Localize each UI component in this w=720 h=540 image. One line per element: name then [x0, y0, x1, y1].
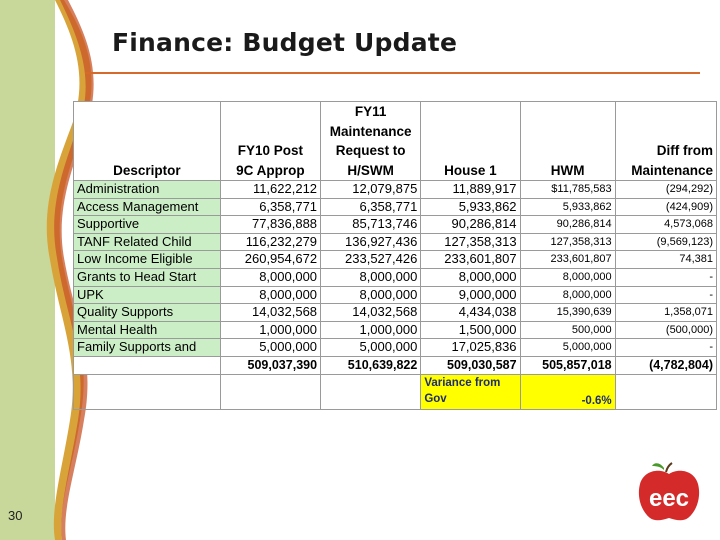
- cell-fy11: 12,079,875: [321, 181, 421, 199]
- header-fy11-line: Maintenance: [329, 123, 412, 139]
- table-row: [74, 181, 717, 199]
- cell-fy10: 5,000,000: [220, 339, 320, 357]
- cell-house: 11,889,917: [421, 181, 520, 199]
- cell-hwm: 15,390,639: [520, 304, 615, 322]
- cell-diff: (294,292): [615, 181, 716, 199]
- variance-row: [74, 374, 717, 409]
- cell-house: 17,025,836: [421, 339, 520, 357]
- cell-fy11: 136,927,436: [321, 233, 421, 251]
- cell-descriptor-empty: [74, 356, 221, 374]
- cell-hwm: 8,000,000: [520, 286, 615, 304]
- table-row: [74, 286, 717, 304]
- table-row: [74, 233, 717, 251]
- table-row: [74, 339, 717, 357]
- cell-house: 5,933,862: [421, 198, 520, 216]
- cell-fy10: 6,358,771: [220, 198, 320, 216]
- cell-hwm: $11,785,583: [520, 181, 615, 199]
- total-hwm: 505,857,018: [520, 356, 615, 374]
- cell-descriptor: Grants to Head Start: [74, 268, 221, 286]
- cell-descriptor: Supportive: [74, 216, 221, 234]
- cell-fy10: 8,000,000: [220, 268, 320, 286]
- slide-number: 30: [8, 508, 23, 523]
- cell-house: 90,286,814: [421, 216, 520, 234]
- cell-fy10: 77,836,888: [220, 216, 320, 234]
- cell-diff: (9,569,123): [615, 233, 716, 251]
- cell-descriptor: Low Income Eligible: [74, 251, 221, 269]
- eec-logo: [630, 460, 708, 524]
- table-row: [74, 304, 717, 322]
- cell-fy11: 85,713,746: [321, 216, 421, 234]
- cell-descriptor: Mental Health: [74, 321, 221, 339]
- cell-hwm: 5,933,862: [520, 198, 615, 216]
- cell-fy11: 8,000,000: [321, 286, 421, 304]
- budget-table: [73, 101, 717, 410]
- cell-fy11: 6,358,771: [321, 198, 421, 216]
- cell-hwm: 5,000,000: [520, 339, 615, 357]
- cell-empty: [74, 374, 221, 409]
- cell-diff: 1,358,071: [615, 304, 716, 322]
- cell-descriptor: TANF Related Child: [74, 233, 221, 251]
- table-row: [74, 268, 717, 286]
- cell-empty: [615, 374, 716, 409]
- cell-fy11: 1,000,000: [321, 321, 421, 339]
- cell-diff: 74,381: [615, 251, 716, 269]
- cell-house: 127,358,313: [421, 233, 520, 251]
- cell-fy11: 233,527,426: [321, 251, 421, 269]
- cell-descriptor: Family Supports and: [74, 339, 221, 357]
- slide-title: Finance: Budget Update: [112, 28, 458, 57]
- cell-empty: [321, 374, 421, 409]
- cell-fy11: 14,032,568: [321, 304, 421, 322]
- header-fy10-line: FY10 Post: [237, 143, 304, 158]
- cell-fy10: 11,622,212: [220, 181, 320, 199]
- total-fy10: 509,037,390: [220, 356, 320, 374]
- cell-house: 8,000,000: [421, 268, 520, 286]
- header-hwm: HWM: [520, 102, 615, 181]
- cell-house: 9,000,000: [421, 286, 520, 304]
- total-house: 509,030,587: [421, 356, 520, 374]
- variance-label-line: Gov: [424, 392, 447, 405]
- totals-row: [74, 356, 717, 374]
- header-fy10-line: 9C Approp: [236, 162, 305, 178]
- cell-diff: (500,000): [615, 321, 716, 339]
- variance-label: [421, 374, 520, 409]
- header-fy11-line: FY11: [354, 104, 387, 119]
- header-diff: [615, 102, 716, 181]
- header-fy11-line: Request to: [335, 143, 406, 158]
- cell-house: 4,434,038: [421, 304, 520, 322]
- cell-fy11: 8,000,000: [321, 268, 421, 286]
- table-header-row: [74, 102, 717, 181]
- cell-diff: -: [615, 268, 716, 286]
- header-fy11: [321, 102, 421, 181]
- total-diff: (4,782,804): [615, 356, 716, 374]
- header-house: House 1: [421, 102, 520, 181]
- cell-diff: -: [615, 286, 716, 304]
- header-diff-line: Maintenance: [631, 162, 713, 178]
- table-row: [74, 251, 717, 269]
- cell-fy10: 260,954,672: [220, 251, 320, 269]
- cell-fy10: 8,000,000: [220, 286, 320, 304]
- title-underline: [85, 72, 700, 74]
- cell-hwm: 8,000,000: [520, 268, 615, 286]
- cell-house: 233,601,807: [421, 251, 520, 269]
- cell-descriptor: Administration: [74, 181, 221, 199]
- table-row: [74, 216, 717, 234]
- cell-hwm: 500,000: [520, 321, 615, 339]
- header-fy11-line: H/SWM: [347, 162, 394, 178]
- cell-descriptor: UPK: [74, 286, 221, 304]
- cell-diff: 4,573,068: [615, 216, 716, 234]
- header-diff-line: Diff from: [656, 143, 713, 158]
- header-fy10: [220, 102, 320, 181]
- header-descriptor: Descriptor: [74, 102, 221, 181]
- variance-value: -0.6%: [520, 374, 615, 409]
- cell-diff: -: [615, 339, 716, 357]
- cell-descriptor: Quality Supports: [74, 304, 221, 322]
- variance-label-line: Variance from: [424, 376, 501, 389]
- logo-text: eec: [648, 485, 690, 512]
- cell-fy10: 116,232,279: [220, 233, 320, 251]
- cell-hwm: 90,286,814: [520, 216, 615, 234]
- cell-house: 1,500,000: [421, 321, 520, 339]
- table-row: [74, 321, 717, 339]
- cell-fy11: 5,000,000: [321, 339, 421, 357]
- cell-empty: [220, 374, 320, 409]
- cell-diff: (424,909): [615, 198, 716, 216]
- table-row: [74, 198, 717, 216]
- cell-hwm: 127,358,313: [520, 233, 615, 251]
- total-fy11: 510,639,822: [321, 356, 421, 374]
- cell-hwm: 233,601,807: [520, 251, 615, 269]
- cell-fy10: 1,000,000: [220, 321, 320, 339]
- cell-descriptor: Access Management: [74, 198, 221, 216]
- cell-fy10: 14,032,568: [220, 304, 320, 322]
